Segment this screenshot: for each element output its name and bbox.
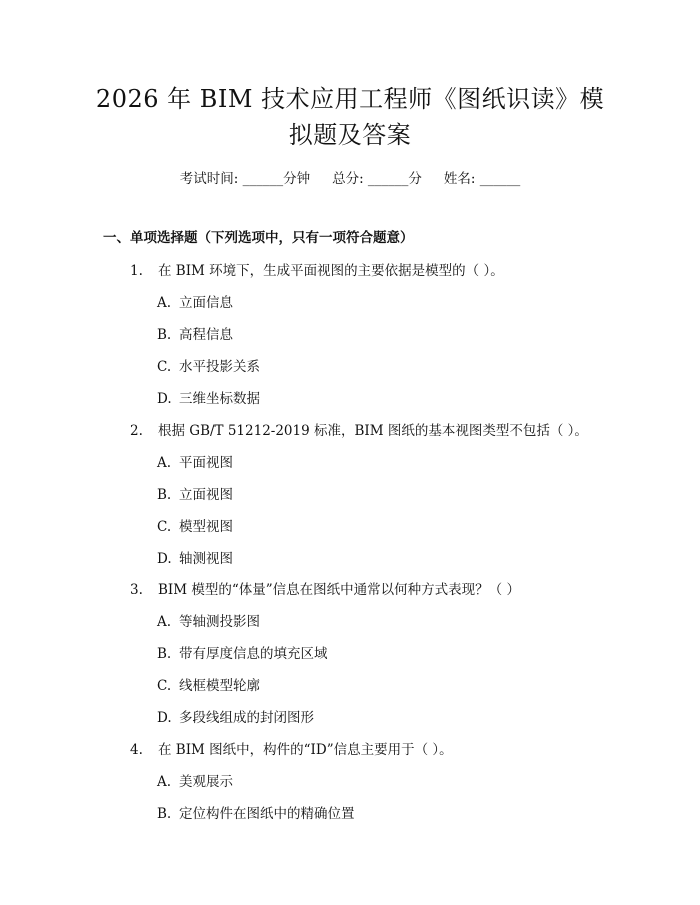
question-1 [130, 262, 504, 280]
name-field: 姓名: ______ [443, 171, 521, 187]
question-2 [130, 422, 588, 440]
option-text: 多段线组成的封闭图形 [179, 710, 314, 726]
section-heading: 一、单项选择题（下列选项中，只有一项符合题意） [103, 230, 414, 246]
option-text: 模型视图 [179, 519, 233, 535]
exam-meta [0, 170, 700, 188]
option-letter: A. [157, 295, 172, 311]
option-text: 三维坐标数据 [179, 391, 260, 407]
question-3-option-c [157, 677, 260, 695]
question-4 [130, 741, 453, 759]
option-letter: B. [157, 327, 172, 343]
question-number: 3. [130, 582, 143, 598]
option-text: 等轴测投影图 [179, 614, 260, 630]
option-text: 带有厚度信息的填充区域 [179, 646, 328, 662]
option-letter: D. [157, 551, 172, 567]
option-letter: A. [157, 614, 172, 630]
question-2-option-b [157, 486, 233, 504]
option-text: 轴测视图 [179, 551, 233, 567]
option-text: 高程信息 [179, 327, 233, 343]
question-3-option-d [157, 709, 314, 727]
option-letter: B. [157, 646, 172, 662]
total-score-field: 总分: ______分 [332, 171, 422, 187]
question-3 [130, 581, 520, 599]
option-letter: B. [157, 487, 172, 503]
question-2-option-c [157, 518, 233, 536]
question-1-option-b [157, 326, 233, 344]
option-text: 线框模型轮廓 [179, 678, 260, 694]
option-letter: D. [157, 710, 172, 726]
question-number: 4. [130, 742, 143, 758]
question-1-option-d [157, 390, 260, 408]
option-text: 立面视图 [179, 487, 233, 503]
option-text: 美观展示 [179, 774, 233, 790]
question-number: 2. [130, 423, 143, 439]
question-2-option-a [157, 454, 233, 472]
option-text: 立面信息 [179, 295, 233, 311]
document-title-line-1: 2026 年 BIM 技术应用工程师《图纸识读》模 [95, 85, 605, 113]
question-text: 根据 GB/T 51212-2019 标准，BIM 图纸的基本视图类型不包括（ ）。 [158, 423, 588, 439]
exam-time-field: 考试时间: ______分钟 [179, 171, 311, 187]
option-letter: D. [157, 391, 172, 407]
option-text: 定位构件在图纸中的精确位置 [179, 806, 355, 822]
option-letter: C. [157, 519, 172, 535]
document-title-line-2: 拟题及答案 [288, 121, 412, 149]
option-letter: B. [157, 806, 172, 822]
option-letter: A. [157, 455, 172, 471]
option-text: 平面视图 [179, 455, 233, 471]
option-letter: C. [157, 359, 172, 375]
question-text: BIM 模型的“体量”信息在图纸中通常以何种方式表现？（ ） [158, 582, 520, 598]
question-1-option-c [157, 358, 260, 376]
question-text: 在 BIM 环境下，生成平面视图的主要依据是模型的（ ）。 [158, 263, 504, 279]
question-1-option-a [157, 294, 233, 312]
option-letter: A. [157, 774, 172, 790]
option-text: 水平投影关系 [179, 359, 260, 375]
question-4-option-b [157, 805, 355, 823]
option-letter: C. [157, 678, 172, 694]
question-4-option-a [157, 773, 233, 791]
question-3-option-b [157, 645, 328, 663]
question-3-option-a [157, 613, 260, 631]
question-2-option-d [157, 550, 233, 568]
question-text: 在 BIM 图纸中，构件的“ID”信息主要用于（ ）。 [158, 742, 453, 758]
question-number: 1. [130, 263, 143, 279]
